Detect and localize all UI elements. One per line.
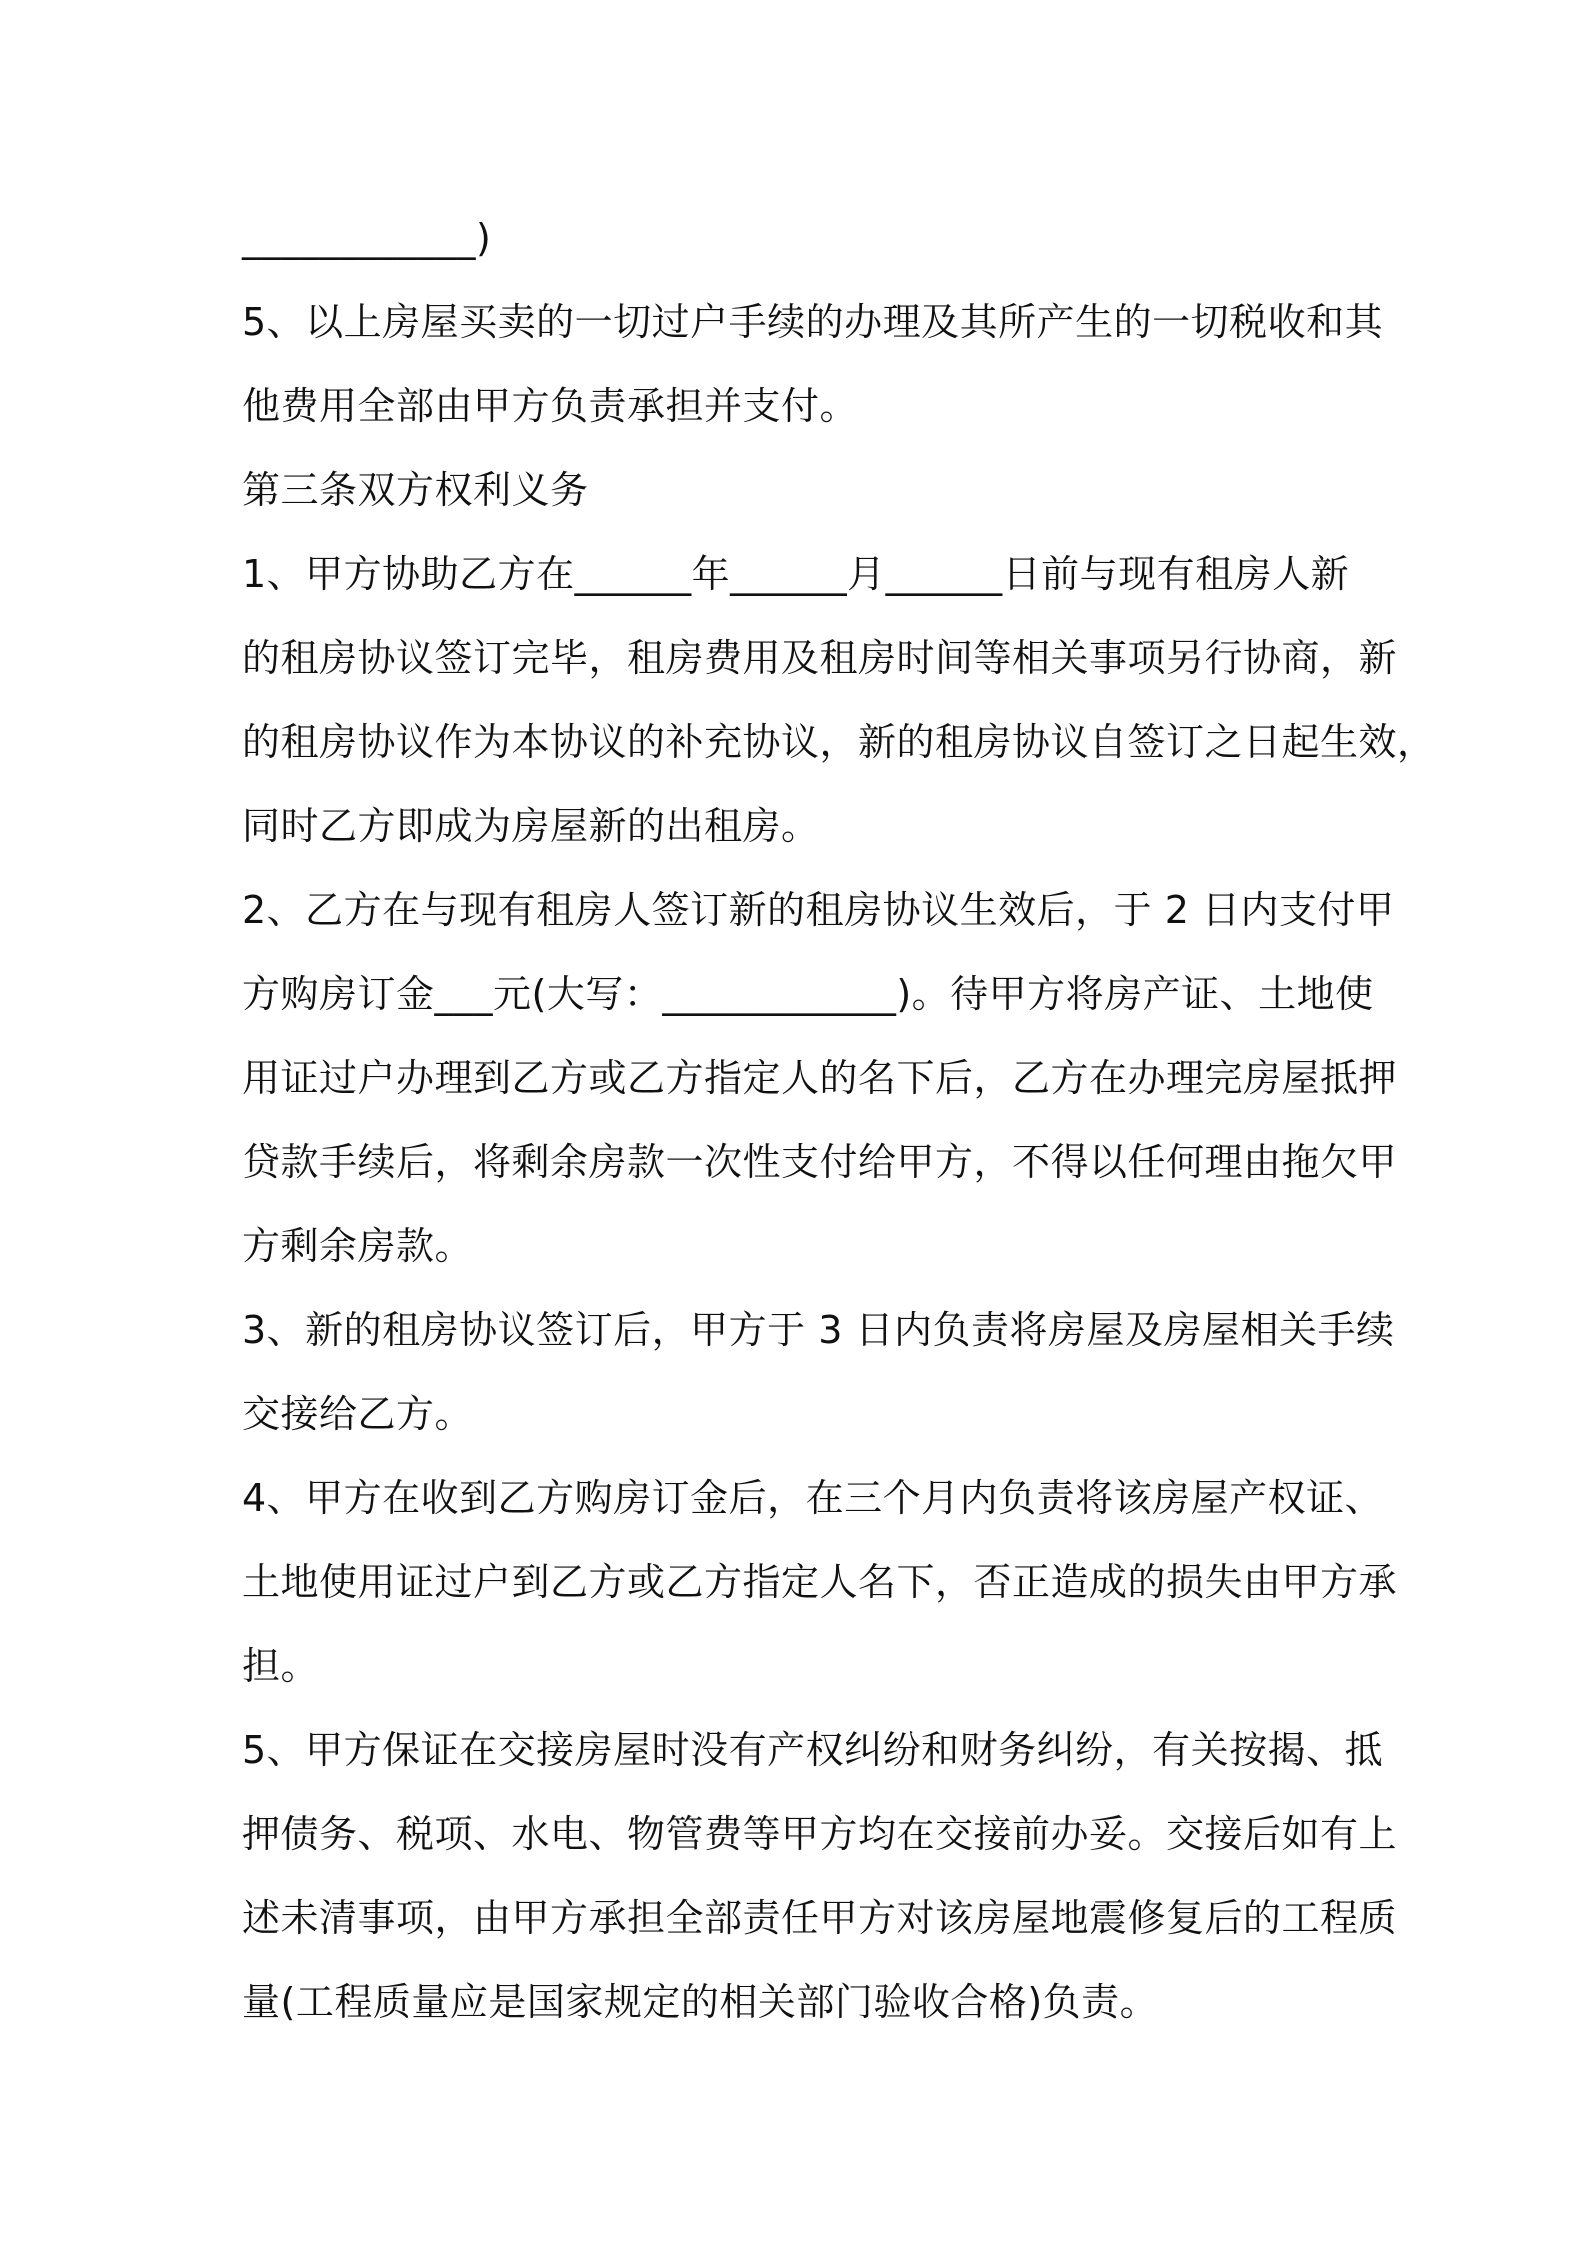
article-3-item-2-line-3: 用证过户办理到乙方或乙方指定人的名下后，乙方在办理完房屋抵押: [242, 1056, 1398, 1100]
article-3-item-4-line-2: 土地使用证过户到乙方或乙方指定人名下，否正造成的损失由甲方承: [242, 1560, 1398, 1604]
article-3-item-3-line-2: 交接给乙方。: [242, 1392, 474, 1436]
article-3-item-5-line-1: 5、甲方保证在交接房屋时没有产权纠纷和财务纠纷，有关按揭、抵: [242, 1728, 1384, 1772]
document-body: [242, 196, 1436, 2044]
article-3-item-1-line-2: 的租房协议签订完毕，租房费用及租房时间等相关事项另行协商，新: [242, 636, 1398, 680]
article-3-item-5-line-2: 押债务、税项、水电、物管费等甲方均在交接前办妥。交接后如有上: [242, 1812, 1398, 1856]
blank-line-continuation: ____________): [242, 216, 492, 260]
article-3-item-1-line-1: 1、甲方协助乙方在______年______月______日前与现有租房人新: [242, 552, 1350, 596]
article-3-item-5-line-3: 述未清事项，由甲方承担全部责任甲方对该房屋地震修复后的工程质: [242, 1896, 1398, 1940]
section-heading-article-3: 第三条双方权利义务: [242, 468, 589, 512]
article-3-item-4-line-1: 4、甲方在收到乙方购房订金后，在三个月内负责将该房屋产权证、: [242, 1476, 1384, 1520]
article-3-item-4-line-3: 担。: [242, 1644, 320, 1688]
article-3-item-2-line-5: 方剩余房款。: [242, 1224, 474, 1268]
article-3-item-2-line-2: 方购房订金___元(大写：____________)。待甲方将房产证、土地使: [242, 972, 1374, 1016]
article-3-item-1-line-3: 的租房协议作为本协议的补充协议，新的租房协议自签订之日起生效，: [242, 720, 1436, 764]
article-3-item-5-line-4: 量(工程质量应是国家规定的相关部门验收合格)负责。: [242, 1980, 1159, 2024]
clause-2-item-5-line-1: 5、以上房屋买卖的一切过户手续的办理及其所产生的一切税收和其: [242, 300, 1384, 344]
article-3-item-2-line-4: 贷款手续后，将剩余房款一次性支付给甲方，不得以任何理由拖欠甲: [242, 1140, 1398, 1184]
clause-2-item-5-line-2: 他费用全部由甲方负责承担并支付。: [242, 384, 859, 428]
article-3-item-1-line-4: 同时乙方即成为房屋新的出租房。: [242, 804, 820, 848]
article-3-item-2-line-1: 2、乙方在与现有租房人签订新的租房协议生效后，于 2 日内支付甲: [242, 888, 1395, 932]
article-3-item-3-line-1: 3、新的租房协议签订后，甲方于 3 日内负责将房屋及房屋相关手续: [242, 1308, 1395, 1352]
